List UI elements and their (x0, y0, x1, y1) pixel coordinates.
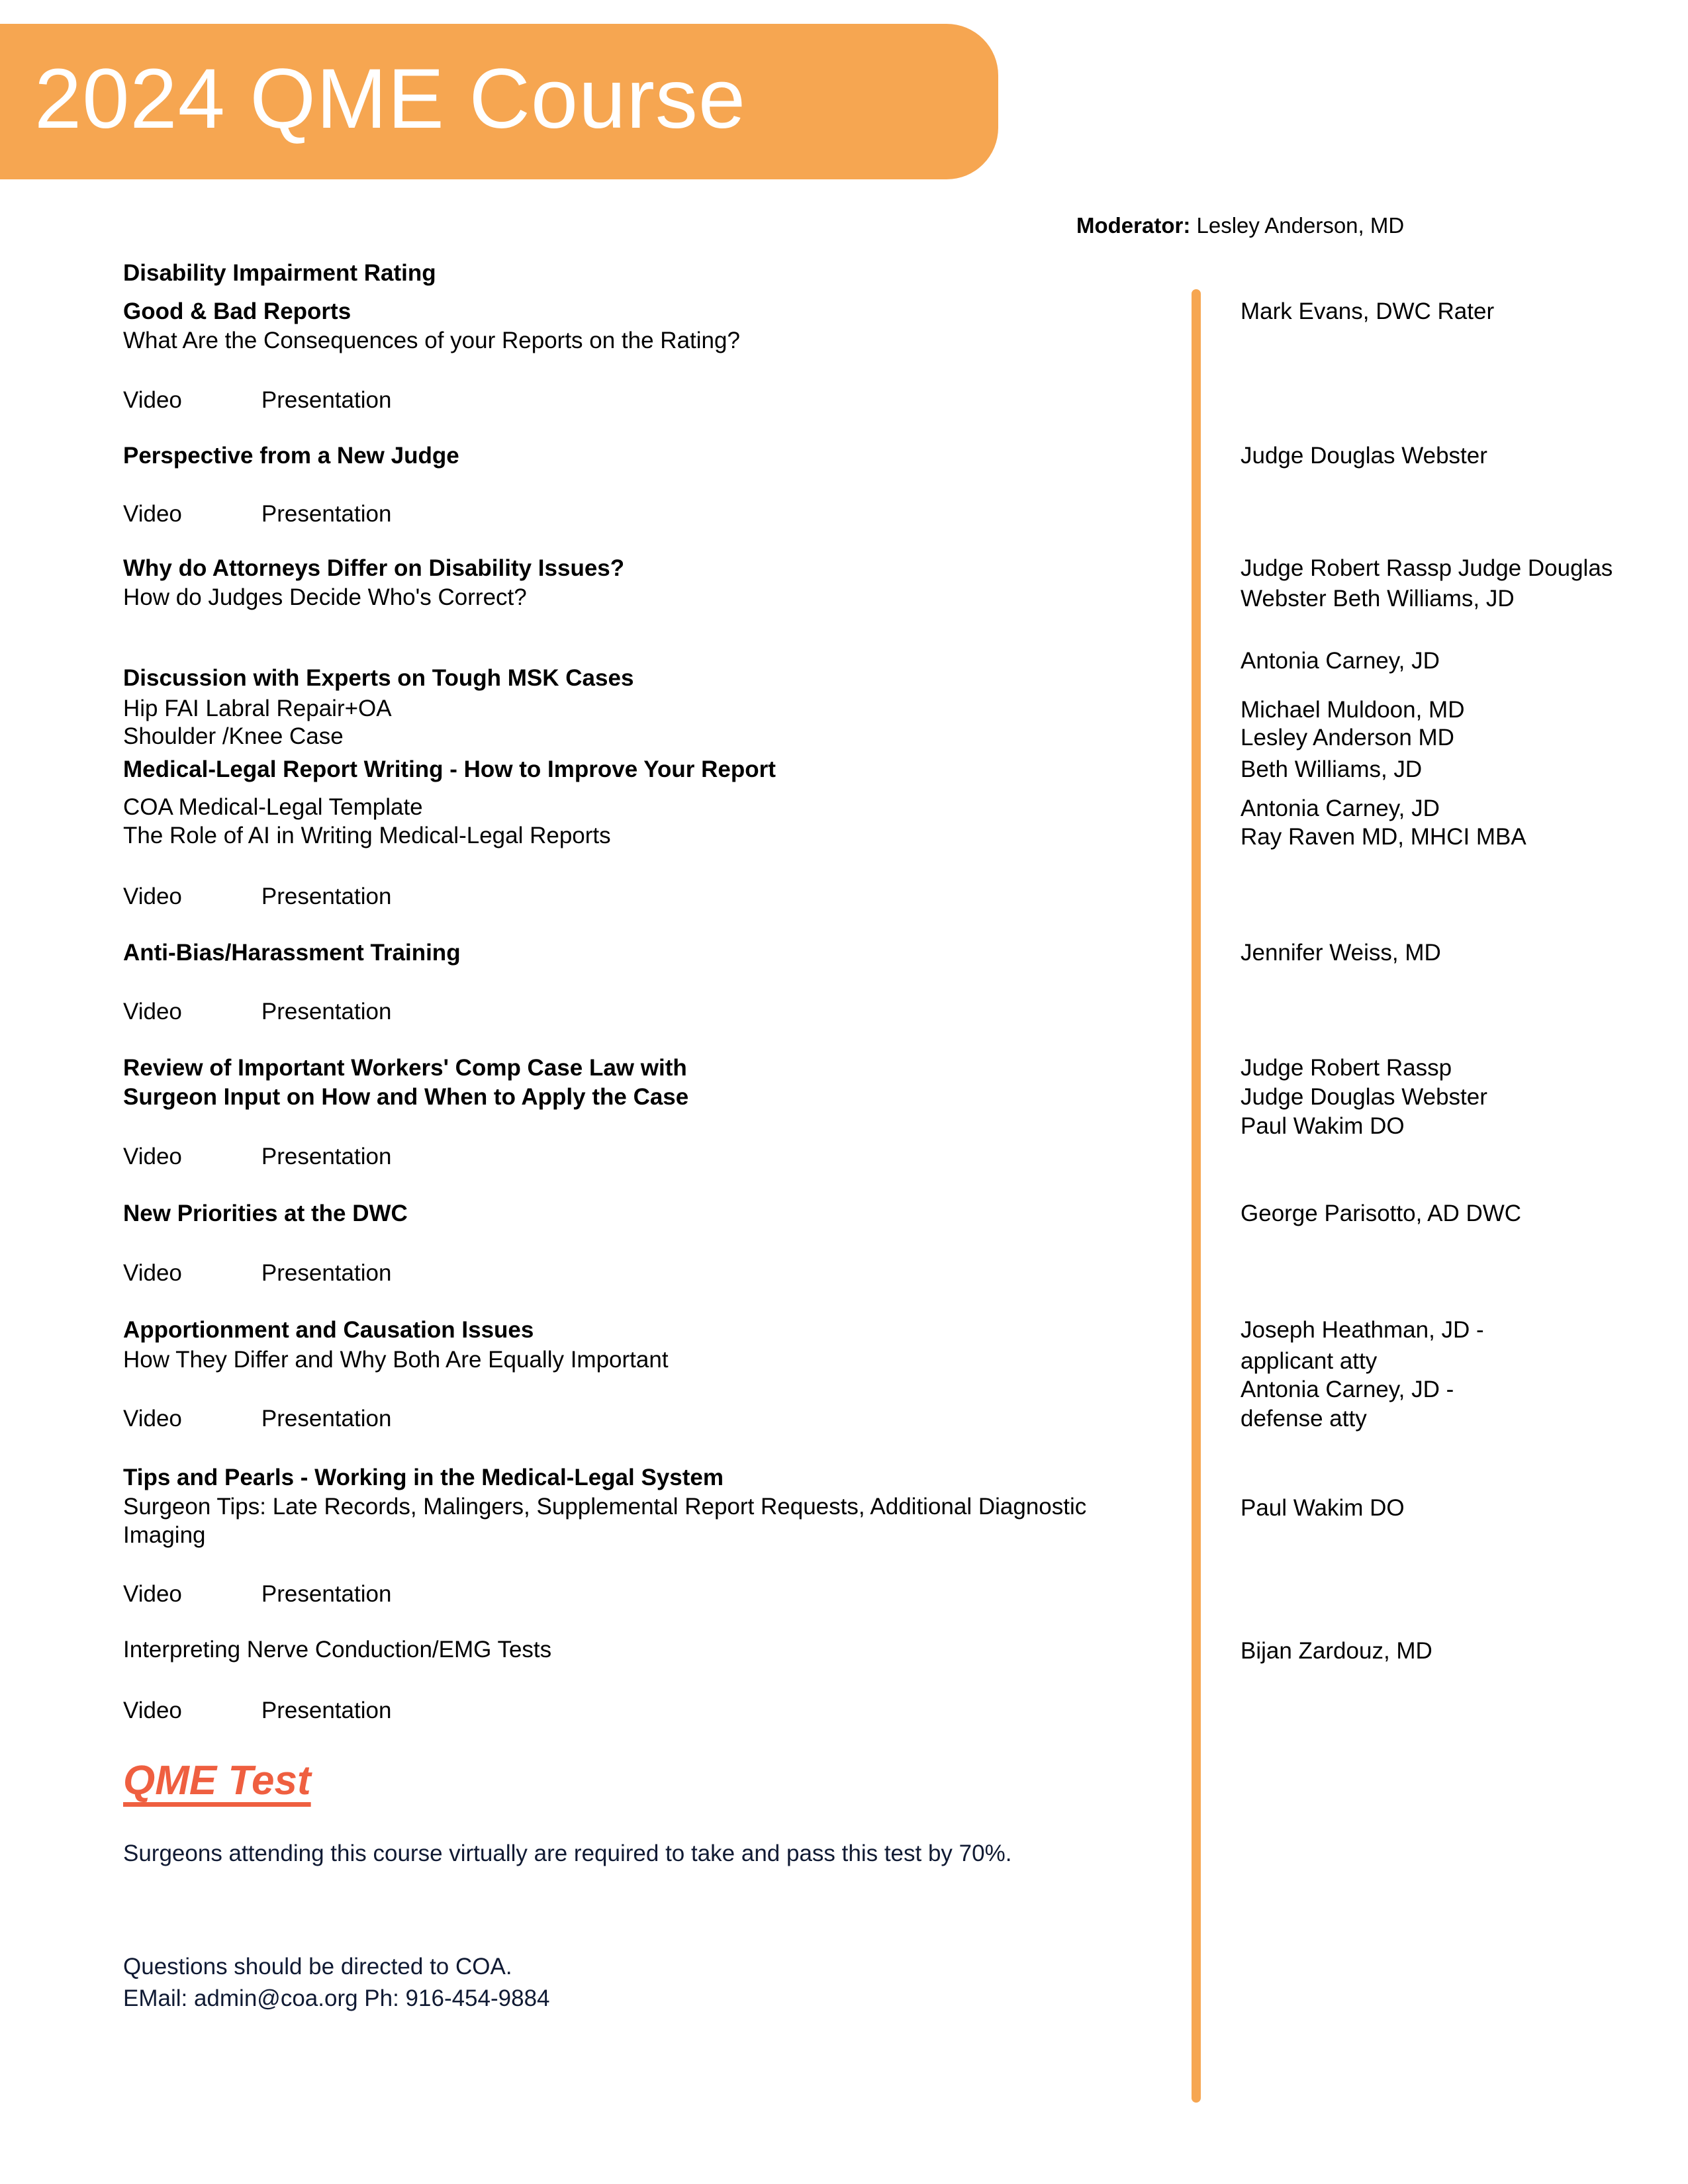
session-title: Discussion with Experts on Tough MSK Cases (123, 665, 634, 691)
video-presentation-row (0, 1404, 1688, 1433)
video-link[interactable]: Video (123, 1698, 182, 1723)
presentation-link[interactable]: Presentation (261, 999, 392, 1024)
contact-row (0, 1983, 1688, 2017)
session-title-continuation-row (0, 1082, 1688, 1111)
session-speaker: defense atty (1241, 1406, 1367, 1432)
qme-test-note-row (0, 1839, 1688, 1952)
session-speaker: Joseph Heathman, JD - (1241, 1317, 1484, 1343)
qme-test-heading[interactable]: QME Test (123, 1758, 311, 1803)
presentation-link[interactable]: Presentation (261, 387, 392, 413)
session-subtitle: The Role of AI in Writing Medical-Legal Reports (123, 823, 611, 848)
presentation-link[interactable]: Presentation (261, 1406, 392, 1432)
session-subtitle: Hip FAI Labral Repair+OA (123, 696, 392, 721)
session-speaker: Judge Robert Rassp Judge Douglas Webster Beth Williams, JD (1241, 555, 1613, 612)
presentation-link[interactable]: Presentation (261, 501, 392, 527)
video-presentation-row (0, 499, 1688, 553)
session-speaker: applicant atty (1241, 1348, 1378, 1374)
session-row (0, 1053, 1688, 1082)
video-link[interactable]: Video (123, 1581, 182, 1607)
video-link[interactable]: Video (123, 884, 182, 909)
moderator-name: Lesley Anderson, MD (1196, 213, 1405, 238)
session-subtitle-row (0, 723, 1688, 754)
session-title: Tips and Pearls - Working in the Medical-Legal System (123, 1465, 724, 1490)
session-subtitle: Interpreting Nerve Conduction/EMG Tests (123, 1637, 552, 1662)
session-title: Review of Important Workers' Comp Case Law with (123, 1055, 687, 1081)
session-row (0, 1433, 1688, 1493)
session-speaker: Paul Wakim DO (1241, 1113, 1405, 1139)
session-title: Apportionment and Causation Issues (123, 1317, 534, 1343)
session-subtitle-row (0, 584, 1688, 674)
questions-row (0, 1952, 1688, 1983)
presentation-link[interactable]: Presentation (261, 884, 392, 909)
session-subtitle-row (0, 794, 1688, 822)
session-speaker: Lesley Anderson MD (1241, 725, 1454, 751)
session-speaker: Michael Muldoon, MD (1241, 697, 1465, 723)
session-row (0, 1636, 1688, 1696)
agenda-section-heading-row (0, 258, 1688, 296)
questions-line: Questions should be directed to COA. (123, 1954, 512, 1979)
video-link[interactable]: Video (123, 1260, 182, 1286)
qme-test-note: Surgeons attending this course virtually are required to take and pass this test by 70%. (123, 1841, 1012, 1866)
session-speaker: Antonia Carney, JD (1241, 648, 1440, 674)
session-subtitle-row (0, 327, 1688, 385)
video-link[interactable]: Video (123, 387, 182, 413)
session-title: New Priorities at the DWC (123, 1201, 408, 1226)
session-title: Good & Bad Reports (123, 298, 352, 324)
video-presentation-row (0, 882, 1688, 938)
session-speaker-row (0, 1375, 1688, 1404)
session-title: Perspective from a New Judge (123, 443, 459, 469)
video-presentation-row (0, 385, 1688, 441)
presentation-link[interactable]: Presentation (261, 1698, 392, 1723)
session-speaker: Paul Wakim DO (1241, 1495, 1405, 1521)
session-row (0, 1199, 1688, 1258)
session-row (0, 938, 1688, 997)
session-subtitle: How They Differ and Why Both Are Equally Important (123, 1347, 669, 1373)
session-speaker: Jennifer Weiss, MD (1241, 940, 1441, 966)
presentation-link[interactable]: Presentation (261, 1260, 392, 1286)
video-link[interactable]: Video (123, 999, 182, 1024)
session-speaker: Judge Douglas Webster (1241, 443, 1487, 469)
session-speaker: Mark Evans, DWC Rater (1241, 298, 1495, 324)
session-row (0, 754, 1688, 794)
header-banner (0, 24, 998, 179)
session-subtitle: How do Judges Decide Who's Correct? (123, 584, 527, 610)
session-speaker: Judge Douglas Webster (1241, 1084, 1487, 1110)
presentation-link[interactable]: Presentation (261, 1581, 392, 1607)
session-speaker: Antonia Carney, JD - (1241, 1377, 1454, 1402)
session-speaker: Antonia Carney, JD (1241, 796, 1440, 821)
video-link[interactable]: Video (123, 1406, 182, 1432)
session-subtitle: Shoulder /Knee Case (123, 723, 344, 749)
session-speaker: George Parisotto, AD DWC (1241, 1201, 1522, 1226)
video-presentation-row (0, 1696, 1688, 1758)
video-link[interactable]: Video (123, 501, 182, 527)
qme-test-heading-row (0, 1758, 1688, 1839)
session-speaker: Ray Raven MD, MHCI MBA (1241, 824, 1526, 850)
session-speaker: Beth Williams, JD (1241, 756, 1423, 782)
session-subtitle-row (0, 695, 1688, 723)
session-row (0, 1315, 1688, 1346)
session-subtitle: What Are the Consequences of your Reports on the Rating? (123, 328, 740, 353)
contact-line: EMail: admin@coa.org Ph: 916-454-9884 (123, 1985, 550, 2011)
agenda-section-heading: Disability Impairment Rating (123, 260, 436, 286)
session-speaker: Bijan Zardouz, MD (1241, 1638, 1432, 1664)
session-subtitle-row (0, 822, 1688, 882)
session-title: Anti-Bias/Harassment Training (123, 940, 461, 966)
session-subtitle-row (0, 1493, 1688, 1579)
video-presentation-row (0, 1258, 1688, 1315)
moderator-line (1076, 213, 1404, 238)
session-row (0, 663, 1688, 695)
course-agenda (0, 258, 1688, 2017)
session-row (0, 296, 1688, 327)
session-title-line2: Surgeon Input on How and When to Apply the Case (123, 1084, 689, 1110)
session-speaker: Judge Robert Rassp (1241, 1055, 1452, 1081)
session-row (0, 441, 1688, 499)
session-subtitle: COA Medical-Legal Template (123, 794, 423, 820)
video-presentation-row (0, 997, 1688, 1053)
session-subtitle-row (0, 1346, 1688, 1375)
session-speaker-row (0, 1111, 1688, 1142)
page-title: 2024 QME Course (34, 51, 747, 146)
session-title: Why do Attorneys Differ on Disability Issues? (123, 555, 625, 581)
video-presentation-row (0, 1579, 1688, 1636)
moderator-label: Moderator: (1076, 213, 1191, 238)
video-presentation-row (0, 1142, 1688, 1199)
presentation-link[interactable]: Presentation (261, 1144, 392, 1169)
session-title: Medical-Legal Report Writing - How to Improve Your Report (123, 756, 776, 782)
session-subtitle: Surgeon Tips: Late Records, Malingers, Supplemental Report Requests, Additional Diagnostic Imaging (123, 1494, 1087, 1548)
video-link[interactable]: Video (123, 1144, 182, 1169)
